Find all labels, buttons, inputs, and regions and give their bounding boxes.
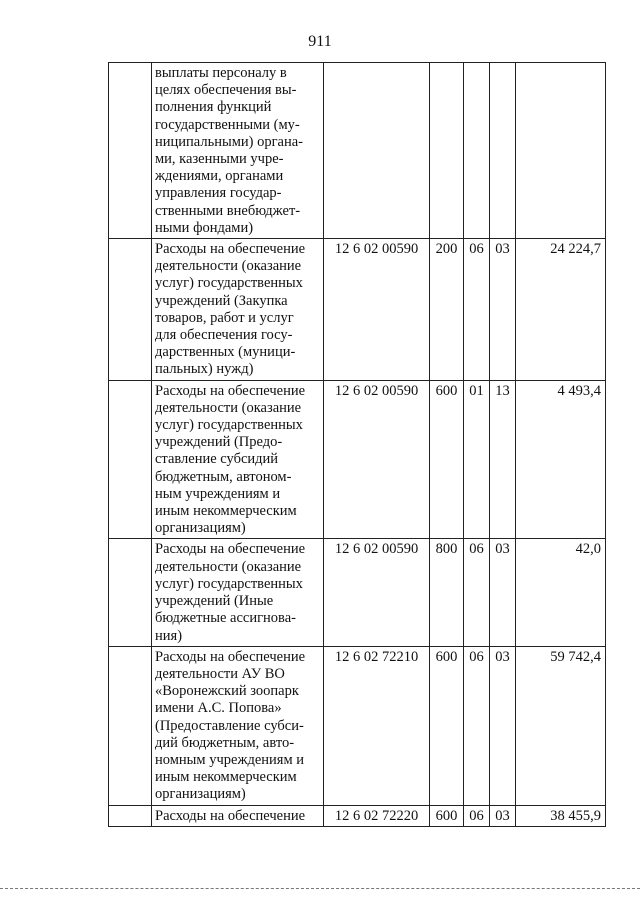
- subsection-code: 13: [490, 380, 516, 539]
- expense-name-line: ным учреждениям и: [155, 485, 281, 502]
- subsection-code: 03: [490, 539, 516, 646]
- expense-name-line: учреждений (Закупка: [155, 292, 288, 309]
- expense-name-cell: [152, 646, 324, 805]
- expense-name-line: Расходы на обеспечение: [155, 807, 306, 824]
- section-code: 06: [464, 805, 490, 826]
- expense-name-line: целях обеспечения вы-: [155, 82, 297, 99]
- expense-type-code: [430, 63, 464, 239]
- amount-value: 38 455,9: [516, 805, 606, 826]
- expense-name-cell: [152, 539, 324, 646]
- target-article-code: 12 6 02 72220: [324, 805, 430, 826]
- expense-name-line: организациям): [155, 786, 246, 803]
- expense-name-line: бюджетные ассигнова-: [155, 610, 296, 627]
- expense-name-line: «Воронежский зоопарк: [155, 683, 299, 700]
- expense-name-cell: [152, 63, 324, 239]
- section-code: 06: [464, 539, 490, 646]
- expense-name-line: учреждений (Предо-: [155, 434, 283, 451]
- section-code: 06: [464, 646, 490, 805]
- expense-name-line: учреждений (Иные: [155, 593, 274, 610]
- target-article-code: 12 6 02 72210: [324, 646, 430, 805]
- page-bottom-rule: [0, 888, 640, 889]
- expense-name-line: дарственных (муници-: [155, 344, 296, 361]
- budget-table: [108, 62, 606, 827]
- table-row: [109, 646, 606, 805]
- table-row: [109, 63, 606, 239]
- expense-name-cell: [152, 805, 324, 826]
- expense-name-line: ния): [155, 627, 183, 644]
- expense-name-line: деятельности (оказание: [155, 258, 302, 275]
- row-number-cell: [109, 239, 152, 381]
- expense-name-line: бюджетным, автоном-: [155, 468, 292, 485]
- expense-type-code: 800: [430, 539, 464, 646]
- expense-name-line: ными фондами): [155, 219, 254, 236]
- expense-name-line: Расходы на обеспечение: [155, 541, 306, 558]
- expense-name-line: государственными (му-: [155, 116, 300, 133]
- expense-name-line: ми, казенными учре-: [155, 151, 284, 168]
- amount-value: 4 493,4: [516, 380, 606, 539]
- row-number-cell: [109, 380, 152, 539]
- expense-name-line: товаров, работ и услуг: [155, 309, 294, 326]
- expense-type-code: 200: [430, 239, 464, 381]
- section-code: 01: [464, 380, 490, 539]
- expense-name-line: дий бюджетным, авто-: [155, 734, 295, 751]
- amount-value: 59 742,4: [516, 646, 606, 805]
- table-row: [109, 539, 606, 646]
- section-code: 06: [464, 239, 490, 381]
- target-article-code: 12 6 02 00590: [324, 380, 430, 539]
- expense-type-code: 600: [430, 805, 464, 826]
- amount-value: 24 224,7: [516, 239, 606, 381]
- subsection-code: 03: [490, 805, 516, 826]
- subsection-code: 03: [490, 646, 516, 805]
- expense-name-line: ставление субсидий: [155, 451, 279, 468]
- expense-name-line: имени А.С. Попова»: [155, 700, 282, 717]
- expense-name-line: ниципальными) органа-: [155, 133, 304, 150]
- expense-name-line: пальных) нужд): [155, 361, 254, 378]
- expense-name-line: номным учреждениям и: [155, 751, 305, 768]
- expense-name-line: ждениями, органами: [155, 168, 284, 185]
- expense-name-line: выплаты персоналу в: [155, 65, 287, 81]
- expense-name-line: Расходы на обеспечение: [155, 382, 306, 399]
- expense-name-line: деятельности АУ ВО: [155, 665, 285, 682]
- expense-type-code: 600: [430, 380, 464, 539]
- expense-name-line: Расходы на обеспечение: [155, 241, 306, 258]
- expense-name-line: для обеспечения госу-: [155, 327, 293, 344]
- expense-name-cell: [152, 380, 324, 539]
- expense-name-line: ственными внебюджет-: [155, 202, 301, 219]
- row-number-cell: [109, 63, 152, 239]
- expense-name-line: управления государ-: [155, 185, 282, 202]
- expense-name-line: Расходы на обеспечение: [155, 648, 306, 665]
- subsection-code: [490, 63, 516, 239]
- expense-name-line: услуг) государственных: [155, 575, 303, 592]
- amount-value: 42,0: [516, 539, 606, 646]
- row-number-cell: [109, 805, 152, 826]
- expense-type-code: 600: [430, 646, 464, 805]
- target-article-code: 12 6 02 00590: [324, 239, 430, 381]
- target-article-code: [324, 63, 430, 239]
- subsection-code: 03: [490, 239, 516, 381]
- expense-name-cell: [152, 239, 324, 381]
- expense-name-line: услуг) государственных: [155, 275, 303, 292]
- expense-name-line: услуг) государственных: [155, 417, 303, 434]
- table-row: [109, 805, 606, 826]
- expense-name-line: иным некоммерческим: [155, 769, 297, 786]
- expense-name-line: (Предоставление субси-: [155, 717, 304, 734]
- expense-name-line: полнения функций: [155, 99, 272, 116]
- section-code: [464, 63, 490, 239]
- target-article-code: 12 6 02 00590: [324, 539, 430, 646]
- amount-value: [516, 63, 606, 239]
- page-number: 911: [308, 33, 332, 50]
- expense-name-line: организациям): [155, 520, 246, 537]
- expense-name-line: деятельности (оказание: [155, 558, 302, 575]
- table-row: [109, 239, 606, 381]
- row-number-cell: [109, 646, 152, 805]
- expense-name-line: деятельности (оказание: [155, 399, 302, 416]
- table-row: [109, 380, 606, 539]
- row-number-cell: [109, 539, 152, 646]
- expense-name-line: иным некоммерческим: [155, 503, 297, 520]
